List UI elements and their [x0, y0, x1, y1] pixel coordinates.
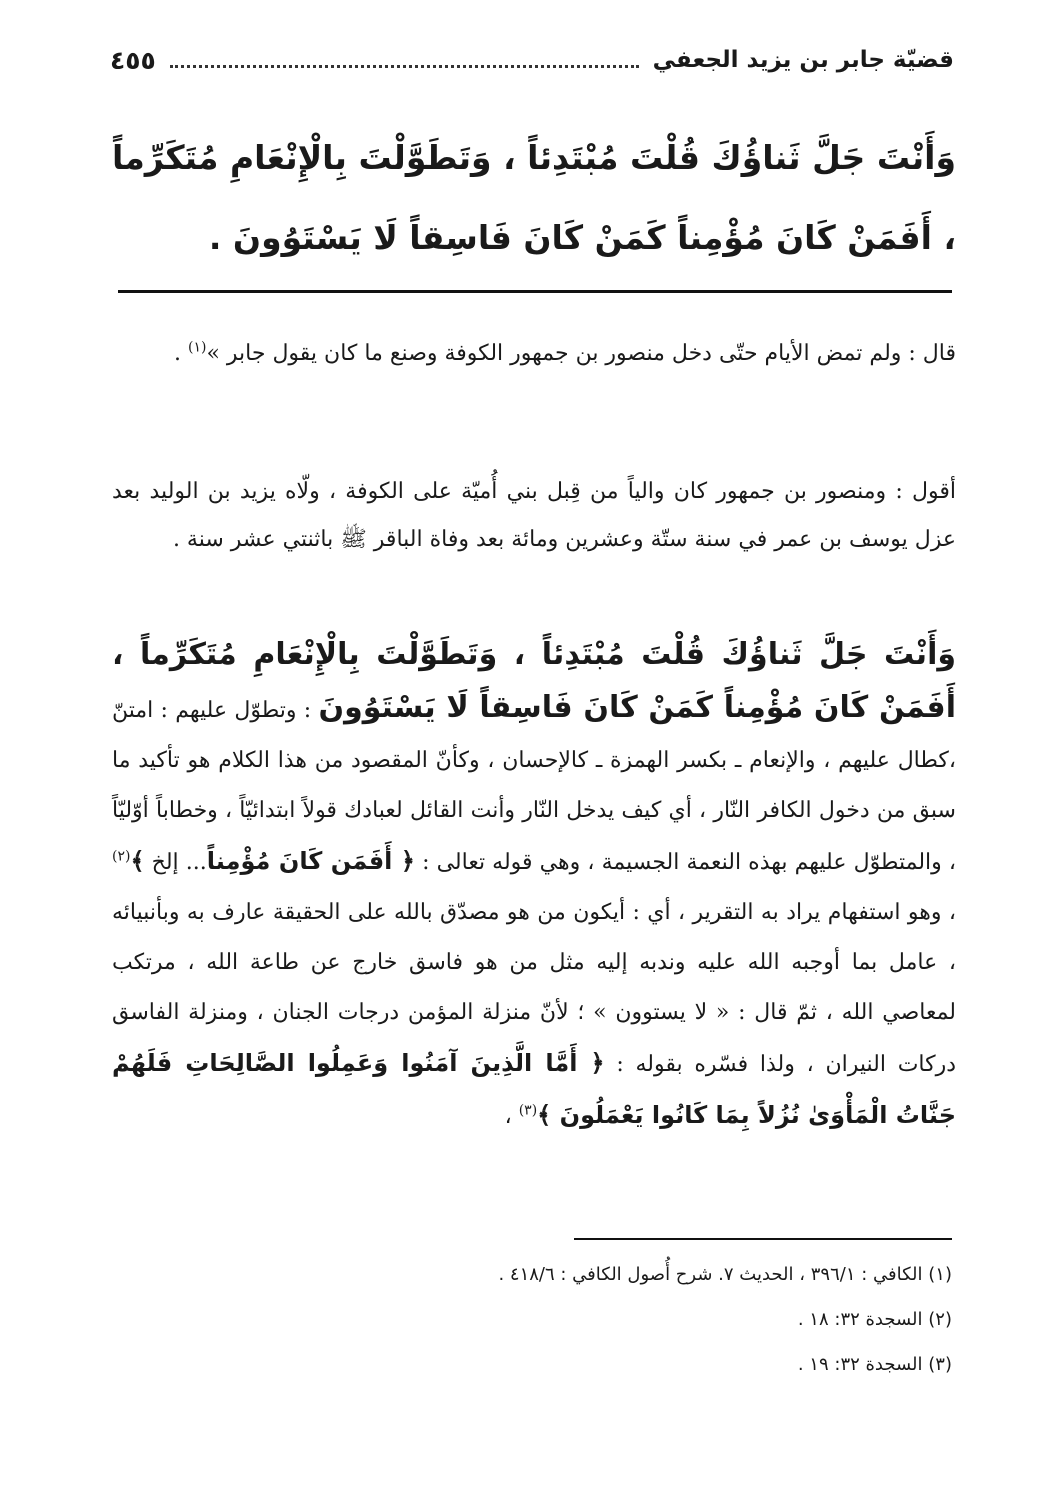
paragraph-3: [112, 630, 956, 1142]
header-dot-leader: [170, 41, 639, 68]
commentary-lemma: وَأَنْتَ جَلَّ ثَناؤُكَ قُلْتَ مُبْتَدِئاً ، وَتَطَوَّلْتَ بِالْإِنْعَامِ مُتَكَرِّماً ، أَفَمَنْ كَانَ مُؤْمِناً كَمَنْ كَانَ فَاسِقاً لَا يَسْتَوُونَ: [112, 637, 956, 725]
paragraph-2: أقول : ومنصور بن جمهور كان والياً من قِبل بني أُميّة على الكوفة ، ولّاه يزيد بن الوليد بعد عزل يوسف بن عمر في سنة ستّة وعشرين ومائة بعد وفاة الباقر ﷺ باثنتي عشر سنة .: [112, 479, 956, 552]
quran-quote-2: ﴿ أَمَّا الَّذِينَ آمَنُوا وَعَمِلُوا الصَّالِحَاتِ فَلَهُمْ جَنَّاتُ الْمَأْوَىٰ نُزُلاً بِمَا كَانُوا يَعْمَلُونَ ﴾: [112, 1049, 956, 1129]
footnotes: [112, 1252, 952, 1387]
section-divider: [118, 290, 952, 293]
footnote-divider: [574, 1238, 952, 1240]
page-number: ٤٥٥: [110, 45, 156, 75]
footnote-ref-3: (٣): [518, 1102, 538, 1119]
footnote-1: (١) الكافي : ٣٩٦/١ ، الحديث ٧. شرح أُصول الكافي : ٤١٨/٦ .: [498, 1264, 952, 1285]
paragraph-1-text: قال : ولم تمض الأيام حتّى دخل منصور بن جمهور الكوفة وصنع ما كان يقول جابر »: [206, 341, 956, 366]
footnote-2: (٢) السجدة ٣٢: ١٨ .: [797, 1309, 952, 1330]
commentary-text-b: ... إلخ: [151, 850, 207, 875]
quran-quote-1: ﴿ أَفَمَن كَانَ مُؤْمِناً: [206, 847, 415, 875]
paragraph-1-tail: .: [173, 341, 188, 366]
footnote-ref-2: (٢): [112, 848, 131, 865]
dua-quote: وَأَنْتَ جَلَّ ثَناؤُكَ قُلْتَ مُبْتَدِئاً ، وَتَطَوَّلْتَ بِالْإِنْعَامِ مُتَكَرِّماً ، أَفَمَنْ كَانَ مُؤْمِناً كَمَنْ كَانَ فَاسِقاً لَا يَسْتَوُونَ .: [112, 138, 956, 257]
running-header: [110, 40, 954, 80]
quran-quote-1-close: ﴾: [130, 847, 145, 875]
paragraph-3-tail: ،: [504, 1104, 519, 1129]
commentary-text-a: : وتطوّل عليهم : امتنّ ،كطال عليهم ، والإنعام ـ بكسر الهمزة ـ كالإحسان ، وكأنّ المقصود من هذا الكلام هو تأكيد ما سبق من دخول الكافر النّار ، أي كيف يدخل النّار وأنت القائل لعبادك قولاً ابتدائيّاً ، وخطاباً أوّليّاً ، والمتطوّل عليهم بهذه النعمة الجسيمة ، وهي قوله تعالى :: [112, 698, 956, 875]
commentary-text-c: ، وهو استفهام يراد به التقرير ، أي : أيكون من هو مصدّق بالله على الحقيقة عارف به وبأنبيائه ، عامل بما أوجبه الله عليه وندبه إليه مثل من هو فاسق خارج عن طاعة الله ، مرتكب لمعاصي الله ، ثمّ قال : « لا يستوون » ؛ لأنّ منزلة المؤمن درجات الجنان ، ومنزلة الفاسق دركات النيران ، ولذا فسّره بقوله :: [112, 900, 957, 1077]
paragraph-1: [112, 330, 956, 378]
header-title: قضيّة جابر بن يزيد الجعفي: [652, 47, 954, 73]
footnote-ref-1: (١): [187, 339, 207, 356]
footnote-3: (٣) السجدة ٣٢: ١٩ .: [797, 1354, 952, 1375]
